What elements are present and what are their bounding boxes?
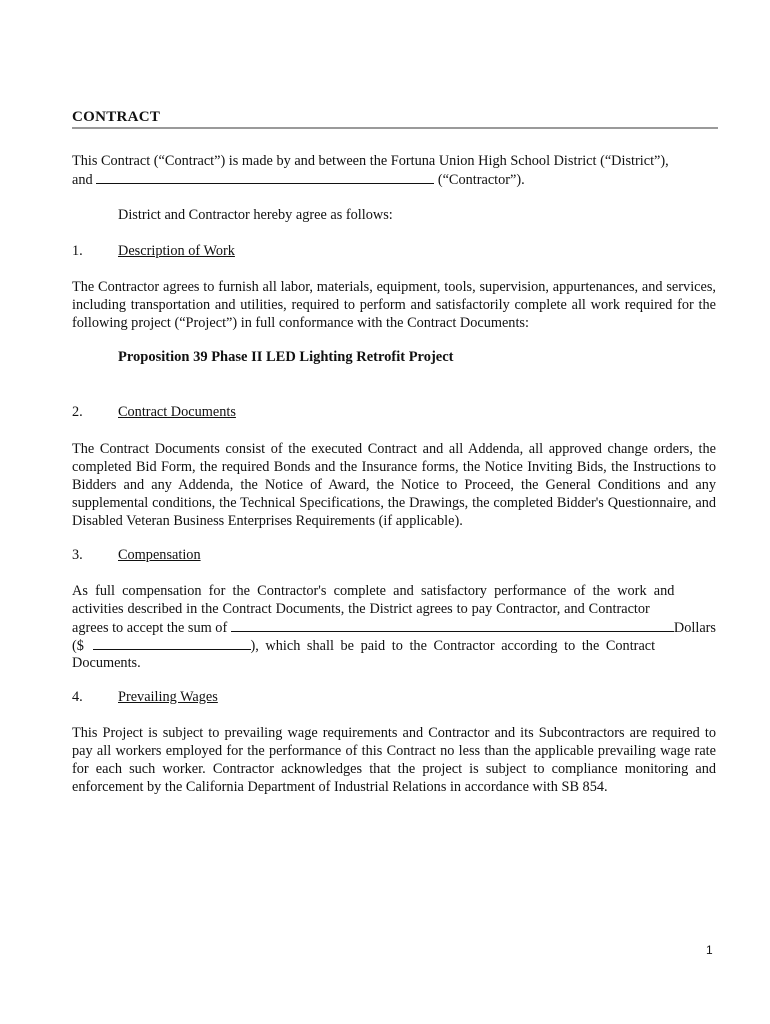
contractor-name-blank[interactable] — [96, 170, 434, 184]
section-2-number: 2. — [72, 404, 83, 420]
section-4-number: 4. — [72, 689, 83, 705]
page-number: 1 — [706, 943, 713, 957]
agreement-statement: District and Contractor hereby agree as follows: — [118, 207, 393, 223]
sum-label: agrees to accept the sum of — [72, 620, 228, 636]
intro-and: and — [72, 172, 93, 188]
section-4-body: This Project is subject to prevailing wage requirements and Contractor and its Subcontractors are required to pay all workers employed for the performance of this Contract no less than the applicable prevailing wage rate for each such worker. Contractor acknowledges that the project is subject to compliance monitoring and enforcement by the California Department of Industrial Relations in accordance with SB 854. — [72, 725, 716, 795]
title-rule — [72, 127, 718, 129]
project-name: Proposition 39 Phase II LED Lighting Retrofit Project — [118, 349, 454, 365]
intro-line-1: This Contract (“Contract”) is made by and between the Fortuna Union High School District (“District”), — [72, 153, 669, 169]
section-1-body: The Contractor agrees to furnish all labor, materials, equipment, tools, supervision, appurtenances, and services, including transportation and utilities, required to perform and satisfactorily complete all work required for the following project (“Project”) in full conformance with the Contract Documents: — [72, 279, 716, 331]
section-3-line-4 — [72, 636, 716, 655]
payment-terms: ), which shall be paid to the Contractor according to the Contract — [250, 638, 656, 654]
dollars-label: Dollars — [673, 620, 716, 636]
sum-words-blank[interactable] — [231, 618, 674, 632]
section-1-heading: Description of Work — [118, 243, 235, 259]
section-1-number: 1. — [72, 243, 83, 259]
dollar-sign: ($ — [72, 638, 84, 654]
contract-title: CONTRACT — [72, 109, 161, 125]
section-3-number: 3. — [72, 547, 83, 563]
section-4-heading: Prevailing Wages — [118, 689, 218, 705]
section-2-body: The Contract Documents consist of the executed Contract and all Addenda, all approved change orders, the completed Bid Form, the required Bonds and the Insurance forms, the Notice Inviting Bids, the Instructions to Bidders and any Addenda, the Notice of Award, the Notice to Proceed, the General Conditions and any supplemental conditions, the Technical Specifications, the Drawings, the completed Bidder's Questionnaire, and Disabled Veteran Business Enterprises Requirements (if applicable). — [72, 441, 716, 529]
section-3-line-5: Documents. — [72, 655, 141, 671]
intro-line-2 — [72, 170, 716, 189]
section-3-heading: Compensation — [118, 547, 201, 563]
section-3-line-2: activities described in the Contract Documents, the District agrees to pay Contractor, and Contractor — [72, 601, 650, 617]
intro-contractor-label: (“Contractor”). — [437, 172, 525, 188]
section-3-line-3 — [72, 618, 716, 637]
section-3-line-1: As full compensation for the Contractor's complete and satisfactory performance of the work and — [72, 583, 675, 599]
section-2-heading: Contract Documents — [118, 404, 236, 420]
sum-figure-blank[interactable] — [93, 636, 251, 650]
